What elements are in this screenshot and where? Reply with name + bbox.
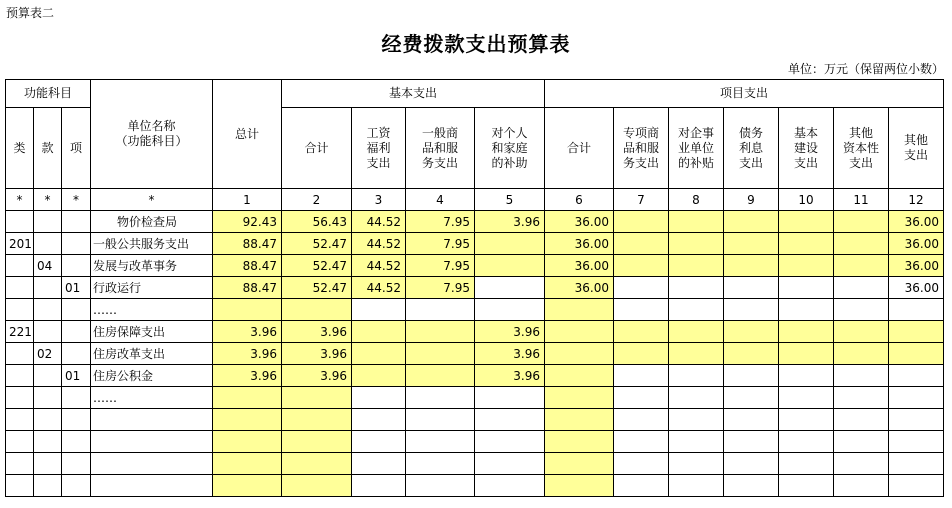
value-cell	[406, 299, 475, 321]
col-number: 12	[889, 189, 944, 211]
project-col-header: 合计	[545, 108, 614, 189]
value-cell	[889, 365, 944, 387]
value-cell	[889, 299, 944, 321]
lei-cell	[6, 255, 34, 277]
xiang-cell	[62, 453, 91, 475]
value-cell	[352, 431, 406, 453]
value-cell	[779, 343, 834, 365]
value-cell	[213, 299, 282, 321]
xiang-cell	[62, 233, 91, 255]
func-group-header: 功能科目	[6, 80, 91, 108]
table-row	[6, 365, 944, 387]
unit-name-cell: ……	[91, 299, 213, 321]
value-cell	[545, 387, 614, 409]
kuan-cell	[34, 299, 62, 321]
basic-group-header: 基本支出	[282, 80, 545, 108]
value-cell	[352, 453, 406, 475]
unit-name-cell: 一般公共服务支出	[91, 233, 213, 255]
value-cell	[614, 321, 669, 343]
xiang-header: 项	[62, 108, 91, 189]
value-cell	[475, 387, 545, 409]
value-cell	[779, 365, 834, 387]
project-col-header: 债务 利息 支出	[724, 108, 779, 189]
value-cell: 7.95	[406, 277, 475, 299]
kuan-cell	[34, 431, 62, 453]
value-cell	[834, 343, 889, 365]
value-cell	[779, 453, 834, 475]
kuan-cell	[34, 453, 62, 475]
value-cell	[213, 475, 282, 497]
value-cell	[834, 277, 889, 299]
value-cell	[545, 475, 614, 497]
project-col-header: 其他 支出	[889, 108, 944, 189]
value-cell	[352, 321, 406, 343]
value-cell	[779, 409, 834, 431]
value-cell	[213, 409, 282, 431]
unit-name-cell: 住房改革支出	[91, 343, 213, 365]
value-cell: 36.00	[545, 277, 614, 299]
unit-name-cell: ……	[91, 387, 213, 409]
value-cell	[614, 277, 669, 299]
star-cell: *	[6, 189, 34, 211]
value-cell	[669, 343, 724, 365]
value-cell	[669, 211, 724, 233]
value-cell: 36.00	[545, 211, 614, 233]
value-cell: 3.96	[213, 365, 282, 387]
value-cell: 92.43	[213, 211, 282, 233]
xiang-cell	[62, 321, 91, 343]
table-row	[6, 211, 944, 233]
unit-name-cell	[91, 453, 213, 475]
value-cell: 7.95	[406, 255, 475, 277]
value-cell: 3.96	[213, 321, 282, 343]
col-number: 2	[282, 189, 352, 211]
value-cell	[475, 277, 545, 299]
value-cell: 44.52	[352, 277, 406, 299]
value-cell	[614, 475, 669, 497]
value-cell	[724, 255, 779, 277]
value-cell	[889, 475, 944, 497]
col-number: 1	[213, 189, 282, 211]
lei-cell	[6, 453, 34, 475]
value-cell	[669, 277, 724, 299]
kuan-cell: 02	[34, 343, 62, 365]
value-cell	[834, 299, 889, 321]
kuan-cell	[34, 277, 62, 299]
unit-note: 单位：万元（保留两位小数）	[787, 62, 944, 76]
unit-name-cell: 发展与改革事务	[91, 255, 213, 277]
value-cell	[475, 431, 545, 453]
kuan-cell	[34, 211, 62, 233]
value-cell: 36.00	[545, 255, 614, 277]
value-cell	[724, 365, 779, 387]
value-cell: 52.47	[282, 277, 352, 299]
value-cell	[724, 299, 779, 321]
lei-cell	[6, 409, 34, 431]
value-cell: 44.52	[352, 233, 406, 255]
value-cell	[406, 409, 475, 431]
value-cell: 3.96	[282, 343, 352, 365]
value-cell	[669, 453, 724, 475]
basic-col-header: 对个人 和家庭 的补助	[475, 108, 545, 189]
col-number: 6	[545, 189, 614, 211]
value-cell	[779, 277, 834, 299]
table-row	[6, 431, 944, 453]
value-cell	[724, 409, 779, 431]
value-cell	[406, 321, 475, 343]
table-row	[6, 299, 944, 321]
value-cell	[545, 409, 614, 431]
value-cell	[669, 233, 724, 255]
value-cell: 7.95	[406, 211, 475, 233]
value-cell	[614, 299, 669, 321]
value-cell	[779, 431, 834, 453]
table-row	[6, 255, 944, 277]
xiang-cell	[62, 343, 91, 365]
value-cell	[779, 387, 834, 409]
value-cell	[282, 299, 352, 321]
value-cell	[475, 233, 545, 255]
value-cell	[834, 475, 889, 497]
value-cell: 36.00	[889, 233, 944, 255]
kuan-cell	[34, 365, 62, 387]
value-cell	[779, 475, 834, 497]
lei-cell	[6, 211, 34, 233]
value-cell	[724, 343, 779, 365]
value-cell	[669, 255, 724, 277]
value-cell	[614, 343, 669, 365]
value-cell	[834, 409, 889, 431]
value-cell	[889, 409, 944, 431]
value-cell	[889, 343, 944, 365]
value-cell	[889, 453, 944, 475]
value-cell: 36.00	[545, 233, 614, 255]
value-cell	[724, 453, 779, 475]
value-cell	[669, 299, 724, 321]
star-cell: *	[62, 189, 91, 211]
project-col-header: 其他 资本性 支出	[834, 108, 889, 189]
value-cell	[834, 255, 889, 277]
value-cell	[779, 321, 834, 343]
value-cell	[545, 321, 614, 343]
value-cell	[724, 387, 779, 409]
unit-name-cell	[91, 431, 213, 453]
star-cell: *	[34, 189, 62, 211]
value-cell: 56.43	[282, 211, 352, 233]
col-number: 11	[834, 189, 889, 211]
project-col-header: 专项商 品和服 务支出	[614, 108, 669, 189]
value-cell	[282, 431, 352, 453]
value-cell: 88.47	[213, 233, 282, 255]
value-cell	[614, 255, 669, 277]
value-cell	[545, 453, 614, 475]
value-cell	[779, 255, 834, 277]
value-cell	[213, 387, 282, 409]
unit-name-header: 单位名称 （功能科目）	[91, 80, 213, 189]
value-cell	[213, 453, 282, 475]
value-cell	[282, 409, 352, 431]
kuan-cell	[34, 321, 62, 343]
value-cell	[834, 453, 889, 475]
value-cell	[614, 409, 669, 431]
value-cell: 88.47	[213, 277, 282, 299]
value-cell	[724, 211, 779, 233]
value-cell	[475, 255, 545, 277]
value-cell	[779, 211, 834, 233]
value-cell	[724, 431, 779, 453]
unit-name-cell	[91, 409, 213, 431]
value-cell	[724, 277, 779, 299]
value-cell: 44.52	[352, 255, 406, 277]
value-cell	[889, 387, 944, 409]
value-cell	[834, 431, 889, 453]
value-cell: 3.96	[475, 211, 545, 233]
page-title: 经费拨款支出预算表	[381, 32, 571, 56]
value-cell	[889, 321, 944, 343]
lei-cell	[6, 431, 34, 453]
xiang-cell	[62, 299, 91, 321]
value-cell	[352, 299, 406, 321]
value-cell	[724, 475, 779, 497]
xiang-cell	[62, 431, 91, 453]
value-cell	[669, 475, 724, 497]
value-cell	[669, 409, 724, 431]
value-cell	[282, 475, 352, 497]
col-number: 5	[475, 189, 545, 211]
value-cell	[614, 387, 669, 409]
value-cell	[545, 343, 614, 365]
kuan-cell	[34, 475, 62, 497]
unit-name-cell: 住房公积金	[91, 365, 213, 387]
lei-cell	[6, 299, 34, 321]
value-cell: 3.96	[475, 343, 545, 365]
unit-name-cell: 住房保障支出	[91, 321, 213, 343]
value-cell: 3.96	[475, 365, 545, 387]
project-col-header: 对企事 业单位 的补贴	[669, 108, 724, 189]
project-group-header: 项目支出	[545, 80, 944, 108]
value-cell	[475, 299, 545, 321]
lei-cell	[6, 387, 34, 409]
value-cell	[724, 321, 779, 343]
value-cell	[669, 365, 724, 387]
unit-name-cell: 行政运行	[91, 277, 213, 299]
value-cell	[282, 387, 352, 409]
xiang-cell: 01	[62, 365, 91, 387]
table-row	[6, 321, 944, 343]
unit-name-cell	[91, 475, 213, 497]
table-row	[6, 387, 944, 409]
value-cell: 36.00	[889, 255, 944, 277]
value-cell	[475, 475, 545, 497]
value-cell: 52.47	[282, 233, 352, 255]
value-cell	[614, 453, 669, 475]
col-number: 3	[352, 189, 406, 211]
table-row	[6, 233, 944, 255]
value-cell	[545, 299, 614, 321]
value-cell	[475, 409, 545, 431]
lei-cell	[6, 475, 34, 497]
value-cell	[352, 409, 406, 431]
basic-col-header: 一般商 品和服 务支出	[406, 108, 475, 189]
table-row	[6, 409, 944, 431]
xiang-cell	[62, 211, 91, 233]
basic-col-header: 工资 福利 支出	[352, 108, 406, 189]
col-number: 4	[406, 189, 475, 211]
value-cell	[406, 343, 475, 365]
xiang-cell	[62, 475, 91, 497]
value-cell	[282, 453, 352, 475]
col-number: 7	[614, 189, 669, 211]
project-col-header: 基本 建设 支出	[779, 108, 834, 189]
kuan-cell: 04	[34, 255, 62, 277]
value-cell	[724, 233, 779, 255]
value-cell	[834, 321, 889, 343]
basic-col-header: 合计	[282, 108, 352, 189]
value-cell	[834, 233, 889, 255]
value-cell	[669, 431, 724, 453]
lei-cell	[6, 365, 34, 387]
value-cell	[352, 475, 406, 497]
value-cell	[406, 431, 475, 453]
value-cell	[352, 343, 406, 365]
value-cell: 52.47	[282, 255, 352, 277]
lei-cell: 221	[6, 321, 34, 343]
value-cell	[889, 431, 944, 453]
value-cell	[669, 321, 724, 343]
xiang-cell: 01	[62, 277, 91, 299]
kuan-cell	[34, 233, 62, 255]
budget-table	[5, 79, 944, 497]
value-cell	[406, 475, 475, 497]
lei-header: 类	[6, 108, 34, 189]
total-header: 总计	[213, 80, 282, 189]
value-cell: 88.47	[213, 255, 282, 277]
value-cell	[834, 365, 889, 387]
value-cell: 3.96	[282, 365, 352, 387]
value-cell	[475, 453, 545, 475]
kuan-cell	[34, 409, 62, 431]
value-cell	[545, 431, 614, 453]
value-cell	[406, 387, 475, 409]
value-cell: 3.96	[213, 343, 282, 365]
value-cell	[614, 365, 669, 387]
value-cell: 36.00	[889, 277, 944, 299]
lei-cell	[6, 343, 34, 365]
star-cell: *	[91, 189, 213, 211]
col-number: 9	[724, 189, 779, 211]
value-cell	[352, 365, 406, 387]
value-cell: 7.95	[406, 233, 475, 255]
value-cell	[614, 233, 669, 255]
table-row	[6, 343, 944, 365]
xiang-cell	[62, 387, 91, 409]
form-label: 预算表二	[6, 6, 55, 20]
value-cell	[834, 387, 889, 409]
value-cell	[406, 453, 475, 475]
value-cell: 44.52	[352, 211, 406, 233]
col-number: 10	[779, 189, 834, 211]
value-cell	[834, 211, 889, 233]
value-cell	[352, 387, 406, 409]
xiang-cell	[62, 409, 91, 431]
value-cell	[545, 365, 614, 387]
table-row	[6, 475, 944, 497]
lei-cell: 201	[6, 233, 34, 255]
value-cell	[406, 365, 475, 387]
table-row	[6, 453, 944, 475]
value-cell	[213, 431, 282, 453]
value-cell	[614, 211, 669, 233]
xiang-cell	[62, 255, 91, 277]
lei-cell	[6, 277, 34, 299]
value-cell	[614, 431, 669, 453]
col-number: 8	[669, 189, 724, 211]
value-cell: 36.00	[889, 211, 944, 233]
kuan-cell	[34, 387, 62, 409]
value-cell: 3.96	[282, 321, 352, 343]
value-cell	[669, 387, 724, 409]
table-row	[6, 277, 944, 299]
value-cell: 3.96	[475, 321, 545, 343]
value-cell	[779, 233, 834, 255]
value-cell	[779, 299, 834, 321]
unit-name-cell: 物价检查局	[91, 211, 213, 233]
kuan-header: 款	[34, 108, 62, 189]
